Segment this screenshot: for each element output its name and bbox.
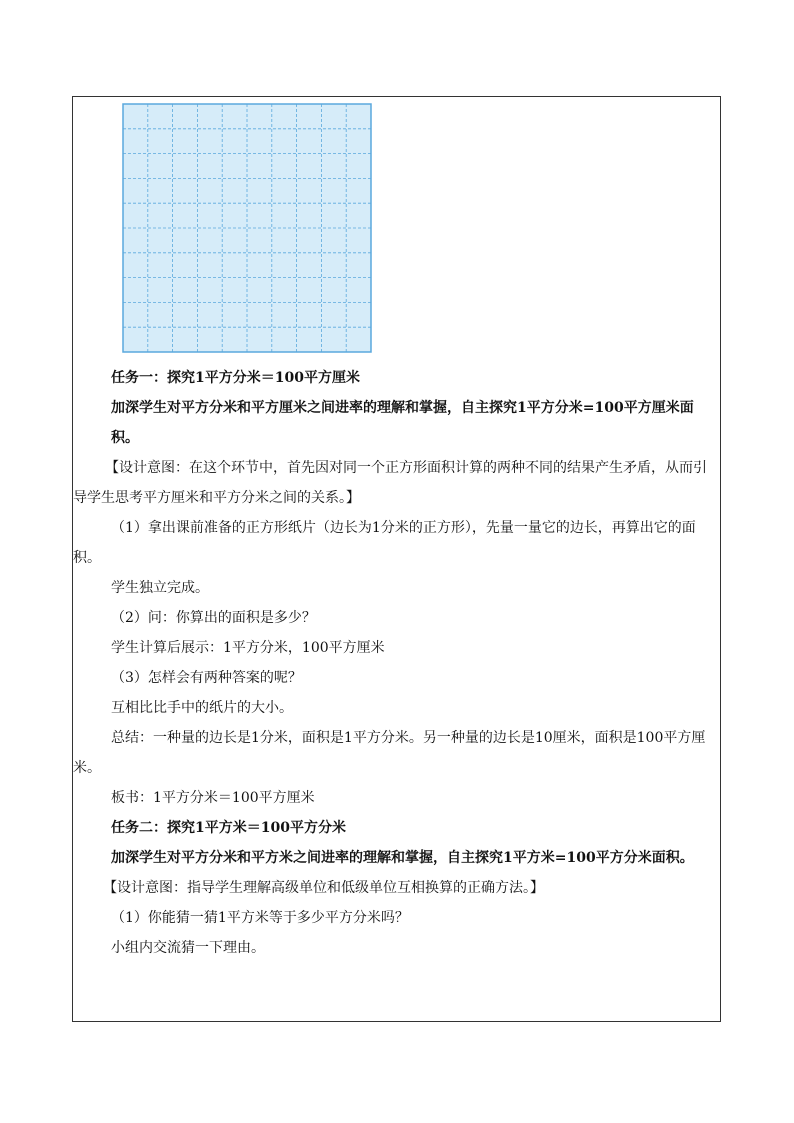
paragraph-task2-title: 任务二：探究1平方米＝100平方分米 [111,820,346,836]
paragraph-step-3: （3）怎样会有两种答案的呢？ [111,670,302,686]
paragraph-task1-goal: 加深学生对平方分米和平方厘米之间进率的理解和掌握，自主探究1平方分米=100平方厘米面积。 [111,400,694,446]
paragraph-task2-goal: 加深学生对平方分米和平方米之间进率的理解和掌握，自主探究1平方米=100平方分米面积。 [111,850,694,866]
paragraph-step-2: （2）问：你算出的面积是多少？ [111,610,316,626]
paragraph-show-result: 学生计算后展示：1平方分米，100平方厘米 [111,640,385,656]
grid-diagram [122,103,372,353]
paragraph-independent: 学生独立完成。 [111,580,209,596]
lesson-text [73,363,715,963]
paragraph-board-1: 板书：1平方分米＝100平方厘米 [111,790,315,806]
paragraph-guess: （1）你能猜一猜1平方米等于多少平方分米吗？ [111,910,409,926]
paragraph-summary: 总结：一种量的边长是1分米，面积是1平方分米。另一种量的边长是10厘米，面积是100平方厘米。 [73,730,706,776]
paragraph-task1-title: 任务一：探究1平方分米＝100平方厘米 [111,370,360,386]
square-grid-figure [122,103,372,353]
paragraph-compare: 互相比比手中的纸片的大小。 [111,700,293,716]
paragraph-group-discuss: 小组内交流猜一下理由。 [111,940,265,956]
paragraph-step-1: （1）拿出课前准备的正方形纸片（边长为1分米的正方形），先量一量它的边长，再算出它的面积。 [73,520,696,566]
lesson-table-cell [72,96,721,1022]
paragraph-design-intent-1: 【设计意图：在这个环节中，首先因对同一个正方形面积计算的两种不同的结果产生矛盾，从而引导学生思考平方厘米和平方分米之间的关系。】 [73,460,707,506]
paragraph-design-intent-2: 【设计意图：指导学生理解高级单位和低级单位互相换算的正确方法。】 [103,880,544,896]
